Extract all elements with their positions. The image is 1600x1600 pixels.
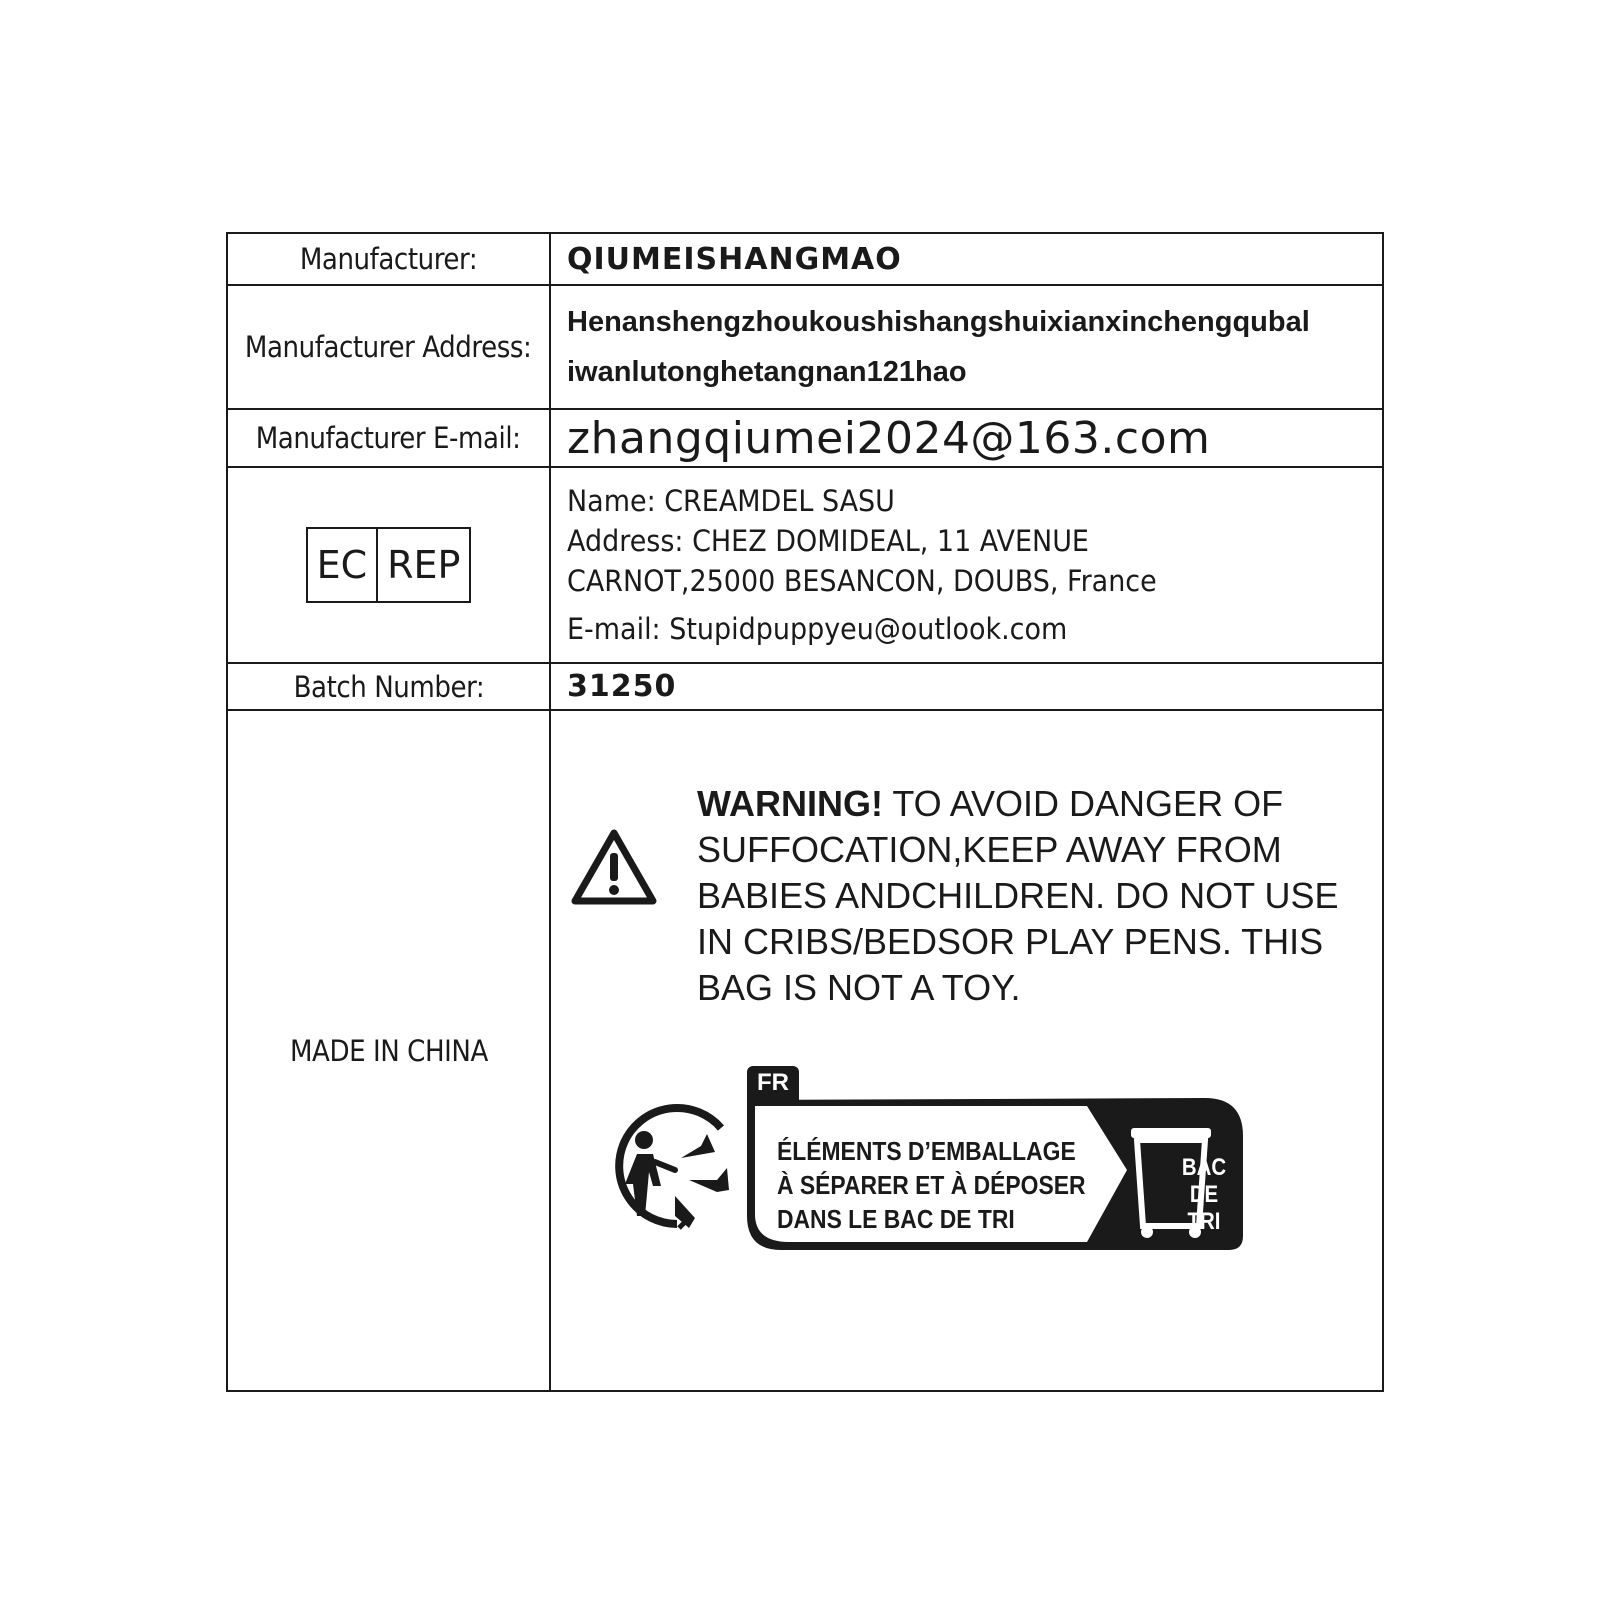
address-line-1: Henanshengzhoukoushishangshuixianxinchengqubal [567, 306, 1310, 338]
triman-country-tag: FR [747, 1066, 799, 1100]
manufacturer-email-value: zhangqiumei2024@163.com [567, 412, 1211, 464]
ec-rep-symbol-left: EC [316, 543, 368, 587]
ec-rep-symbol-right: REP [376, 529, 469, 601]
made-in-label: MADE IN CHINA [289, 1033, 488, 1068]
ec-rep-symbol [306, 527, 472, 603]
warning-text [697, 781, 1377, 1011]
manufacturer-value: QIUMEISHANGMAO [567, 241, 902, 277]
label-table [226, 232, 1384, 1392]
ec-rep-row [228, 468, 1382, 664]
manufacturer-address-label: Manufacturer Address: [245, 330, 532, 364]
bin-line-1: BAC [1181, 1154, 1227, 1181]
manufacturer-email-row [228, 410, 1382, 468]
ec-rep-address-2: CARNOT,25000 BESANCON, DOUBS, France [567, 564, 1157, 598]
ec-rep-email: E-mail: Stupidpuppyeu@outlook.com [567, 612, 1068, 646]
manufacturer-label: Manufacturer: [299, 242, 478, 276]
batch-row [228, 664, 1382, 711]
bin-line-3: TRI [1187, 1208, 1221, 1235]
warning-body: TO AVOID DANGER OF SUFFOCATION,KEEP AWAY FROM BABIES ANDCHILDREN. DO NOT USE IN CRIBS/BEDSOR PLAY PENS. THIS BAG IS NOT A TOY. [697, 783, 1339, 1008]
warning-title: WARNING! [697, 783, 883, 824]
manufacturer-email-label: Manufacturer E-mail: [256, 421, 521, 455]
triman-line-3: DANS LE BAC DE TRI [777, 1204, 1015, 1234]
bin-line-2: DE [1189, 1181, 1219, 1208]
batch-value: 31250 [567, 669, 677, 704]
triman-logo [609, 1066, 1259, 1256]
triman-instructions [777, 1134, 1086, 1236]
bin-label [1179, 1154, 1230, 1235]
triman-line-1: ÉLÉMENTS D’EMBALLAGE [777, 1136, 1076, 1166]
warning-panel [551, 711, 1382, 1390]
triman-recycling-icon [619, 1108, 729, 1228]
address-line-2: iwanlutonghetangnan121hao [567, 356, 967, 388]
warning-block [571, 781, 1351, 1011]
warning-triangle-icon [571, 827, 657, 907]
manufacturer-address-row [228, 286, 1382, 410]
origin-warning-row [228, 711, 1382, 1390]
batch-label: Batch Number: [293, 669, 484, 704]
ec-rep-name: Name: CREAMDEL SASU [567, 484, 895, 518]
triman-line-2: À SÉPARER ET À DÉPOSER [777, 1170, 1086, 1200]
manufacturer-row [228, 234, 1382, 286]
ec-rep-address-1: Address: CHEZ DOMIDEAL, 11 AVENUE [567, 524, 1089, 558]
